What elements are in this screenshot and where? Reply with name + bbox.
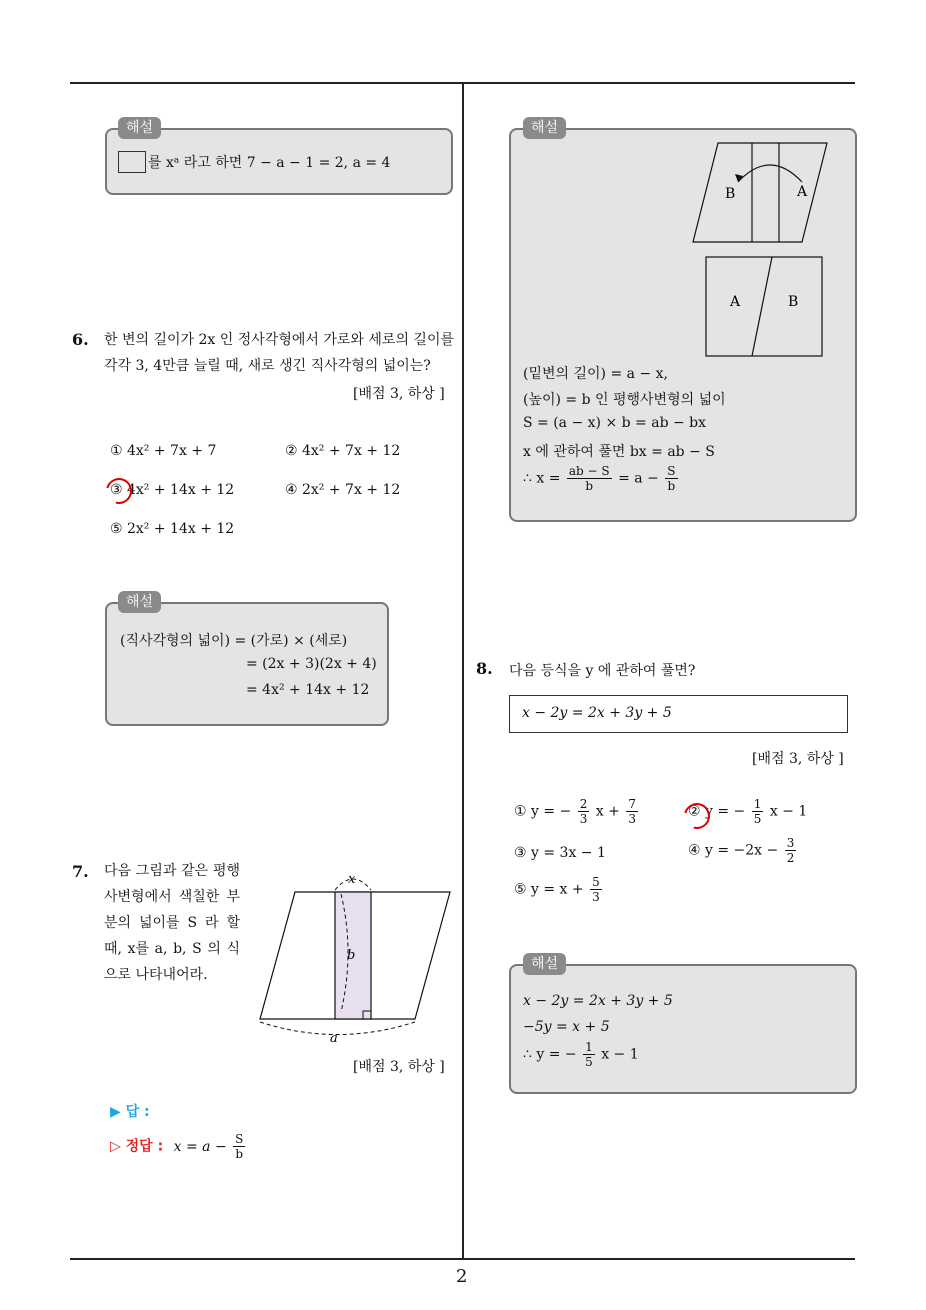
choice-mid: x + (595, 803, 620, 820)
fraction-numerator: 2 (579, 797, 588, 811)
choice-5[interactable]: ⑤ 2x² + 14x + 12 (110, 521, 235, 537)
choice-3[interactable] (514, 845, 606, 861)
solution-line: x 에 관하여 풀면 bx = ab − S (523, 444, 715, 460)
choice-pre: ⑤ y = x + (514, 881, 584, 898)
fraction-numerator: 1 (585, 1040, 593, 1054)
fraction-denominator: b (235, 1147, 244, 1161)
score-label: [배점 3, 하상 ] (752, 751, 844, 767)
fraction-numerator: S (667, 464, 676, 478)
solution-line: = 4x² + 14x + 12 (246, 682, 370, 698)
final-prefix: ∴ y = − (523, 1046, 577, 1063)
page-number: 2 (456, 1266, 468, 1287)
fraction (583, 1040, 595, 1069)
choice-5[interactable] (514, 875, 604, 904)
solution-final (523, 1040, 639, 1069)
question-text: 다음 등식을 y 에 관하여 풀면? (509, 663, 696, 679)
fraction-numerator: 1 (753, 797, 762, 811)
final-mid: = a − (618, 470, 659, 487)
choice-pre: ② y = − (688, 803, 746, 820)
fraction (590, 875, 602, 904)
fraction-denominator: b (667, 479, 676, 493)
blank-square (118, 151, 146, 173)
fraction (665, 464, 677, 493)
fraction (233, 1132, 245, 1161)
fraction-numerator: ab − S (568, 464, 610, 478)
fraction-denominator: 3 (579, 812, 588, 826)
choice-1[interactable]: ① 4x² + 7x + 7 (110, 443, 217, 459)
fig-label-B: B (788, 294, 799, 310)
fraction (567, 464, 612, 493)
solution-line: = (2x + 3)(2x + 4) (246, 656, 377, 672)
selected-mark (101, 473, 137, 509)
fraction (626, 797, 638, 826)
solution-line: S = (a − x) × b = ab − bx (523, 415, 707, 431)
parallelogram-cut-figure (690, 140, 830, 245)
fig-label-b: b (347, 948, 356, 963)
fraction-numerator: 3 (786, 836, 795, 850)
fig-label-A: A (730, 294, 741, 310)
fraction (578, 797, 590, 826)
fraction-numerator: 5 (592, 875, 600, 889)
choice-4[interactable] (688, 836, 798, 865)
choice-pre: ① y = − (514, 803, 572, 820)
solution-line: −5y = x + 5 (523, 1019, 610, 1035)
equation: x − 2y = 2x + 3y + 5 (522, 705, 672, 721)
fraction-denominator: 3 (628, 812, 636, 826)
score-label: [배점 3, 하상 ] (353, 386, 445, 402)
choice-pre: ③ y = 3x − 1 (514, 845, 606, 861)
fraction-denominator: 5 (585, 1055, 593, 1069)
solution-final (523, 464, 680, 493)
fraction (785, 836, 797, 865)
solution-tag: 해설 (523, 117, 566, 139)
column-divider (462, 83, 464, 1259)
choice-4[interactable]: ④ 2x² + 7x + 12 (285, 482, 401, 498)
fraction (752, 797, 764, 826)
fraction-denominator: 2 (786, 851, 795, 865)
fraction-numerator: S (235, 1132, 244, 1146)
solution-line: (높이) = b 인 평행사변형의 넓이 (523, 392, 726, 408)
choice-3[interactable]: ③ 4x² + 14x + 12 (110, 482, 235, 498)
final-post: x − 1 (601, 1046, 639, 1063)
fraction-denominator: 5 (753, 812, 762, 826)
question-number: 8. (476, 659, 493, 678)
rectangle-figure (704, 255, 824, 359)
solution-tag: 해설 (118, 591, 161, 613)
fraction-numerator: 7 (628, 797, 636, 811)
solution-line: (직사각형의 넓이) = (가로) × (세로) (120, 633, 348, 649)
fig-label-B: B (725, 186, 736, 202)
fig-label-x: x (348, 872, 356, 887)
fraction-denominator: b (585, 479, 594, 493)
correct-label: ▷ 정답 : (110, 1138, 164, 1155)
choice-pre: ④ y = −2x − (688, 842, 779, 859)
solution-line: x − 2y = 2x + 3y + 5 (523, 993, 673, 1009)
correct-answer (110, 1132, 247, 1161)
answer-label: ▶ 답 : (110, 1104, 150, 1120)
fig-label-a: a (330, 1031, 338, 1046)
choice-mid: x − 1 (769, 803, 808, 820)
question-number: 6. (72, 330, 89, 349)
fraction-denominator: 3 (592, 890, 600, 904)
choice-2[interactable]: ② 4x² + 7x + 12 (285, 443, 401, 459)
question-number: 7. (72, 862, 89, 881)
bottom-rule (70, 1258, 855, 1260)
solution-line: 를 xᵃ 라고 하면 7 − a − 1 = 2, a = 4 (148, 155, 391, 171)
question-text: 한 변의 길이가 2x 인 정사각형에서 가로와 세로의 길이를 각각 3, 4만큼 늘릴 때, 새로 생긴 직사각형의 넓이는? (104, 332, 454, 374)
parallelogram-figure (255, 862, 455, 1052)
fig-label-A: A (797, 184, 808, 200)
solution-line: (밑변의 길이) = a − x, (523, 366, 668, 382)
choice-1[interactable] (514, 797, 640, 826)
question-text: 다음 그림과 같은 평행사변형에서 색칠한 부분의 넓이를 S 라 할 때, x를 a, b, S 의 식으로 나타내어라. (104, 863, 240, 983)
score-label: [배점 3, 하상 ] (353, 1059, 445, 1075)
equation-box (509, 695, 848, 733)
final-prefix: ∴ x = (523, 470, 561, 487)
solution-tag: 해설 (523, 953, 566, 975)
solution-tag: 해설 (118, 117, 161, 139)
correct-prefix: x = a − (173, 1138, 227, 1155)
